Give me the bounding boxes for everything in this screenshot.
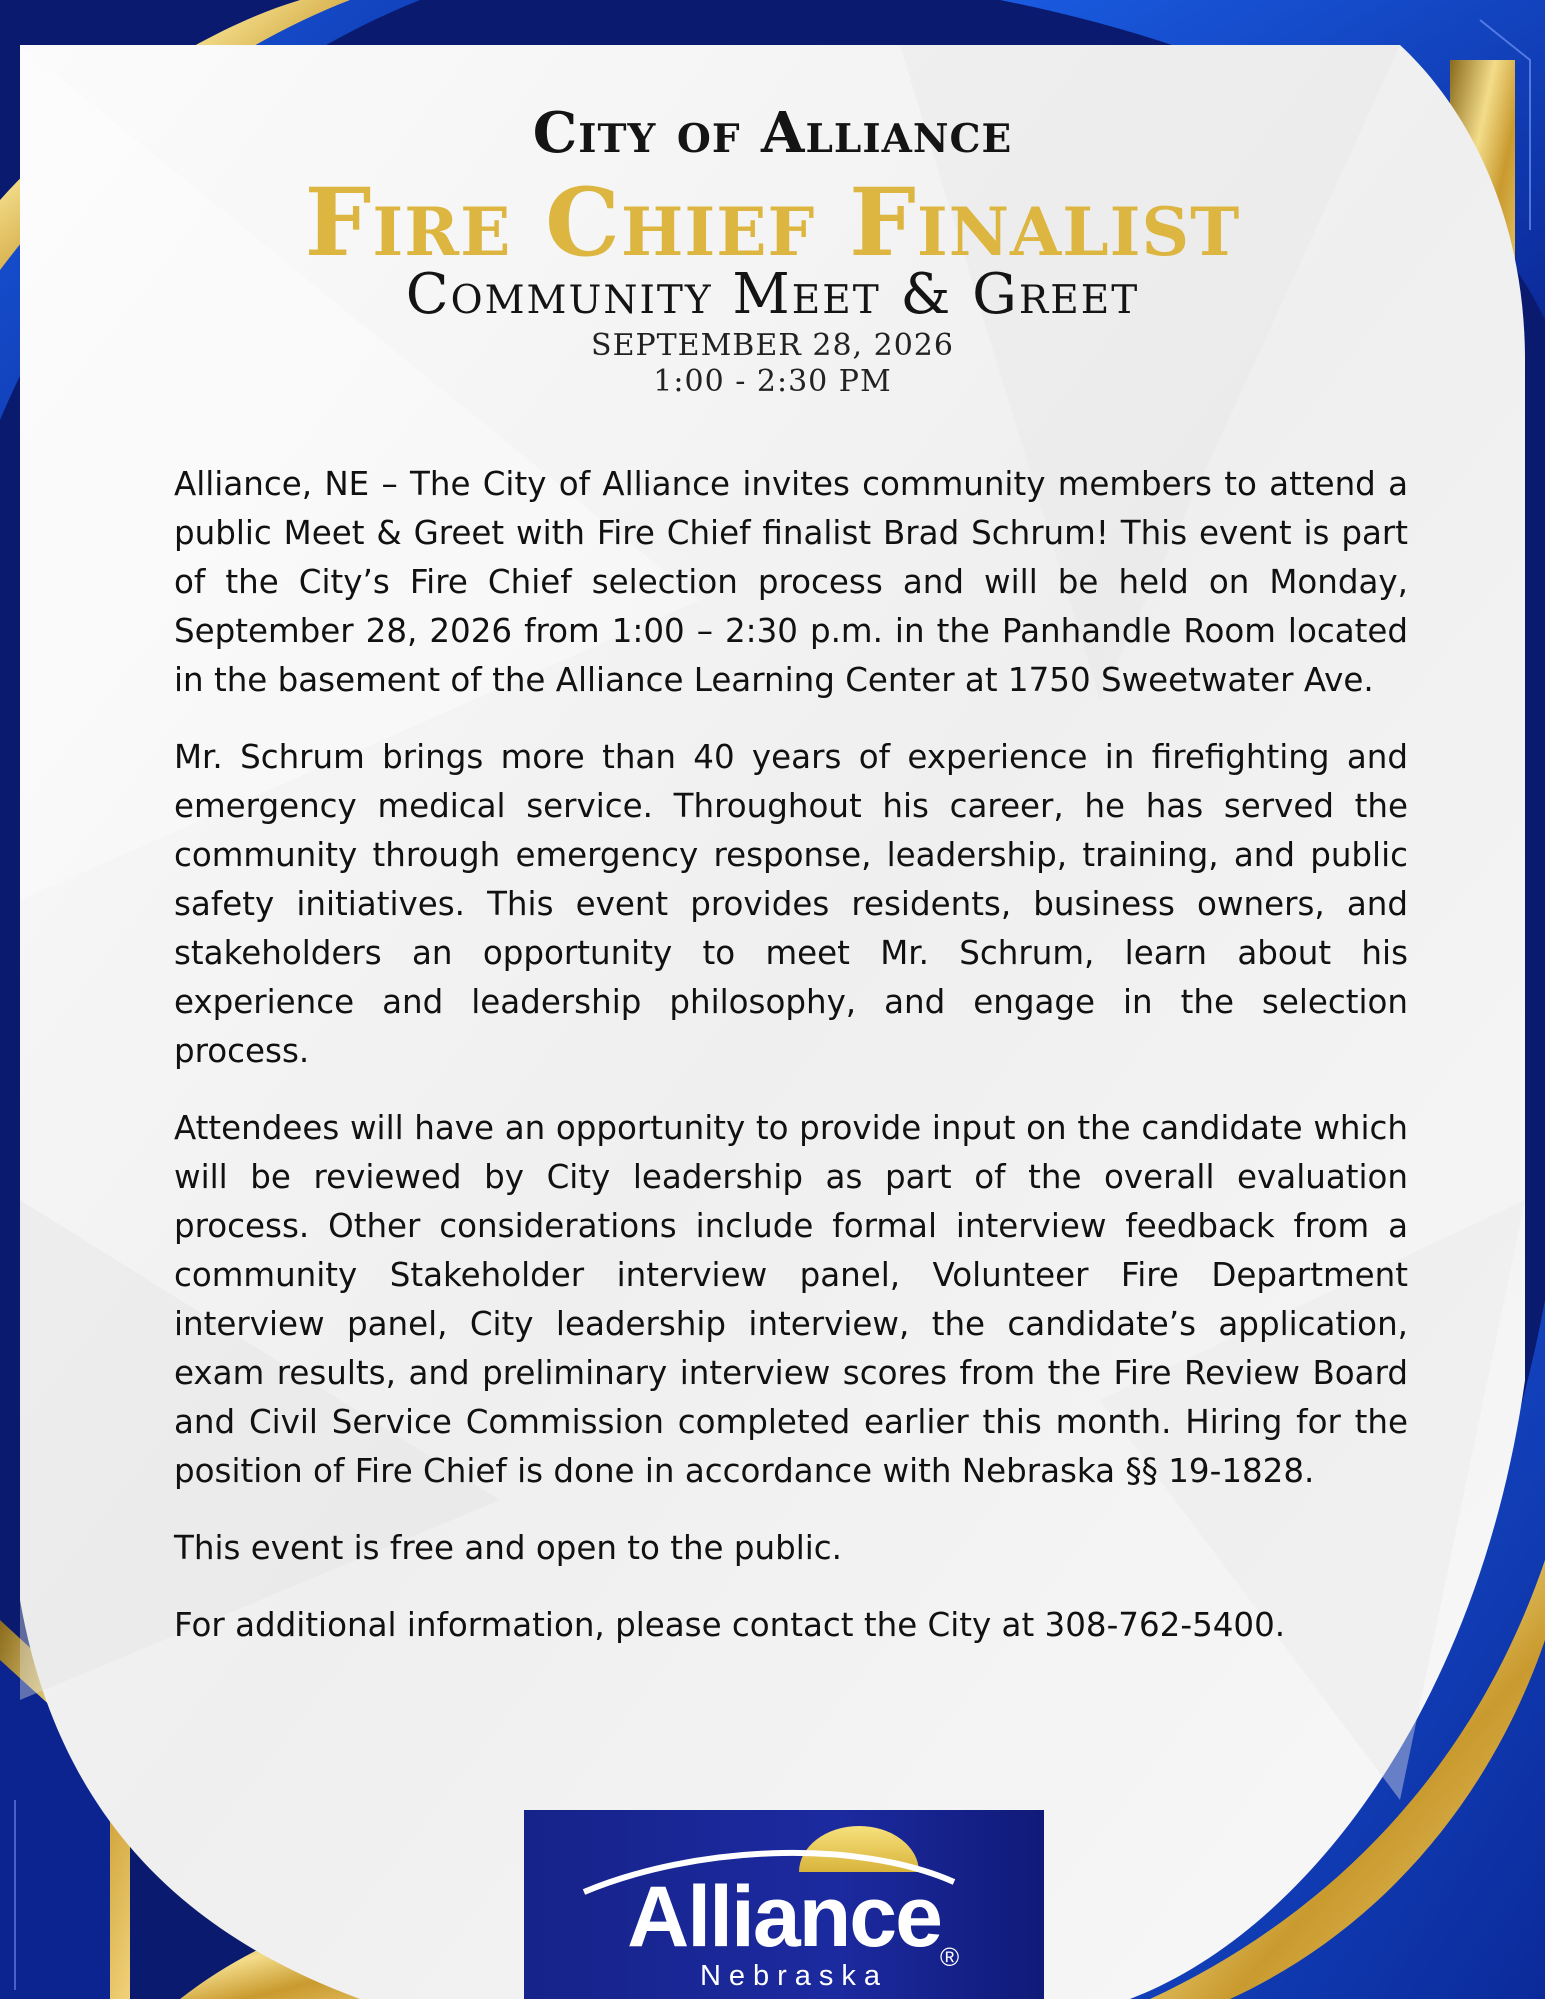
paragraph-free-event: This event is free and open to the public. xyxy=(174,1529,842,1567)
event-date: SEPTEMBER 28, 2026 xyxy=(591,328,954,363)
paragraph-evaluation: Attendees will have an opportunity to provide input on the candidate which will be reviewed by City leadership as part of the overall evaluation process. Other considerations include formal interview feedback from a community Stakeholder interview panel, Volunteer Fire Department interview panel, City leadership interview, the candidate’s application, exam results, and preliminary interview scores from the Fire Review Board and Civil Service Commission completed earlier this month. Hiring for the position of Fire Chief is done in accordance with Nebraska §§ 19-1828. xyxy=(174,1109,1408,1490)
paragraph-intro: Alliance, NE – The City of Alliance invites community members to attend a public Meet & Greet with Fire Chief finalist Brad Schrum! This event is part of the City’s Fire Chief selection process and will be held on Monday, September 28, 2026 from 1:00 – 2:30 p.m. in the Panhandle Room located in the basement of the Alliance Learning Center at 1750 Sweetwater Ave. xyxy=(174,465,1408,699)
body-text xyxy=(174,460,1408,1678)
alliance-logo xyxy=(524,1810,1044,1999)
event-subtitle: Community Meet & Greet xyxy=(405,262,1140,327)
paragraph-experience: Mr. Schrum brings more than 40 years of experience in firefighting and emergency medical service. Throughout his career, he has served the community through emergency response, leadership, training, and public safety initiatives. This event provides residents, business owners, and stakeholders an opportunity to meet Mr. Schrum, learn about his experience and leadership philosophy, and engage in the selection process. xyxy=(174,738,1408,1070)
event-time: 1:00 - 2:30 PM xyxy=(653,364,892,399)
logo-state: Nebraska xyxy=(699,1960,889,1992)
city-title: City of Alliance xyxy=(532,100,1013,166)
event-title: Fire Chief Finalist xyxy=(304,168,1241,278)
paragraph-contact: For additional information, please contact the City at 308-762-5400. xyxy=(174,1606,1286,1644)
logo-wordmark: Alliance xyxy=(627,1869,941,1965)
registered-mark: ® xyxy=(940,1942,960,1972)
